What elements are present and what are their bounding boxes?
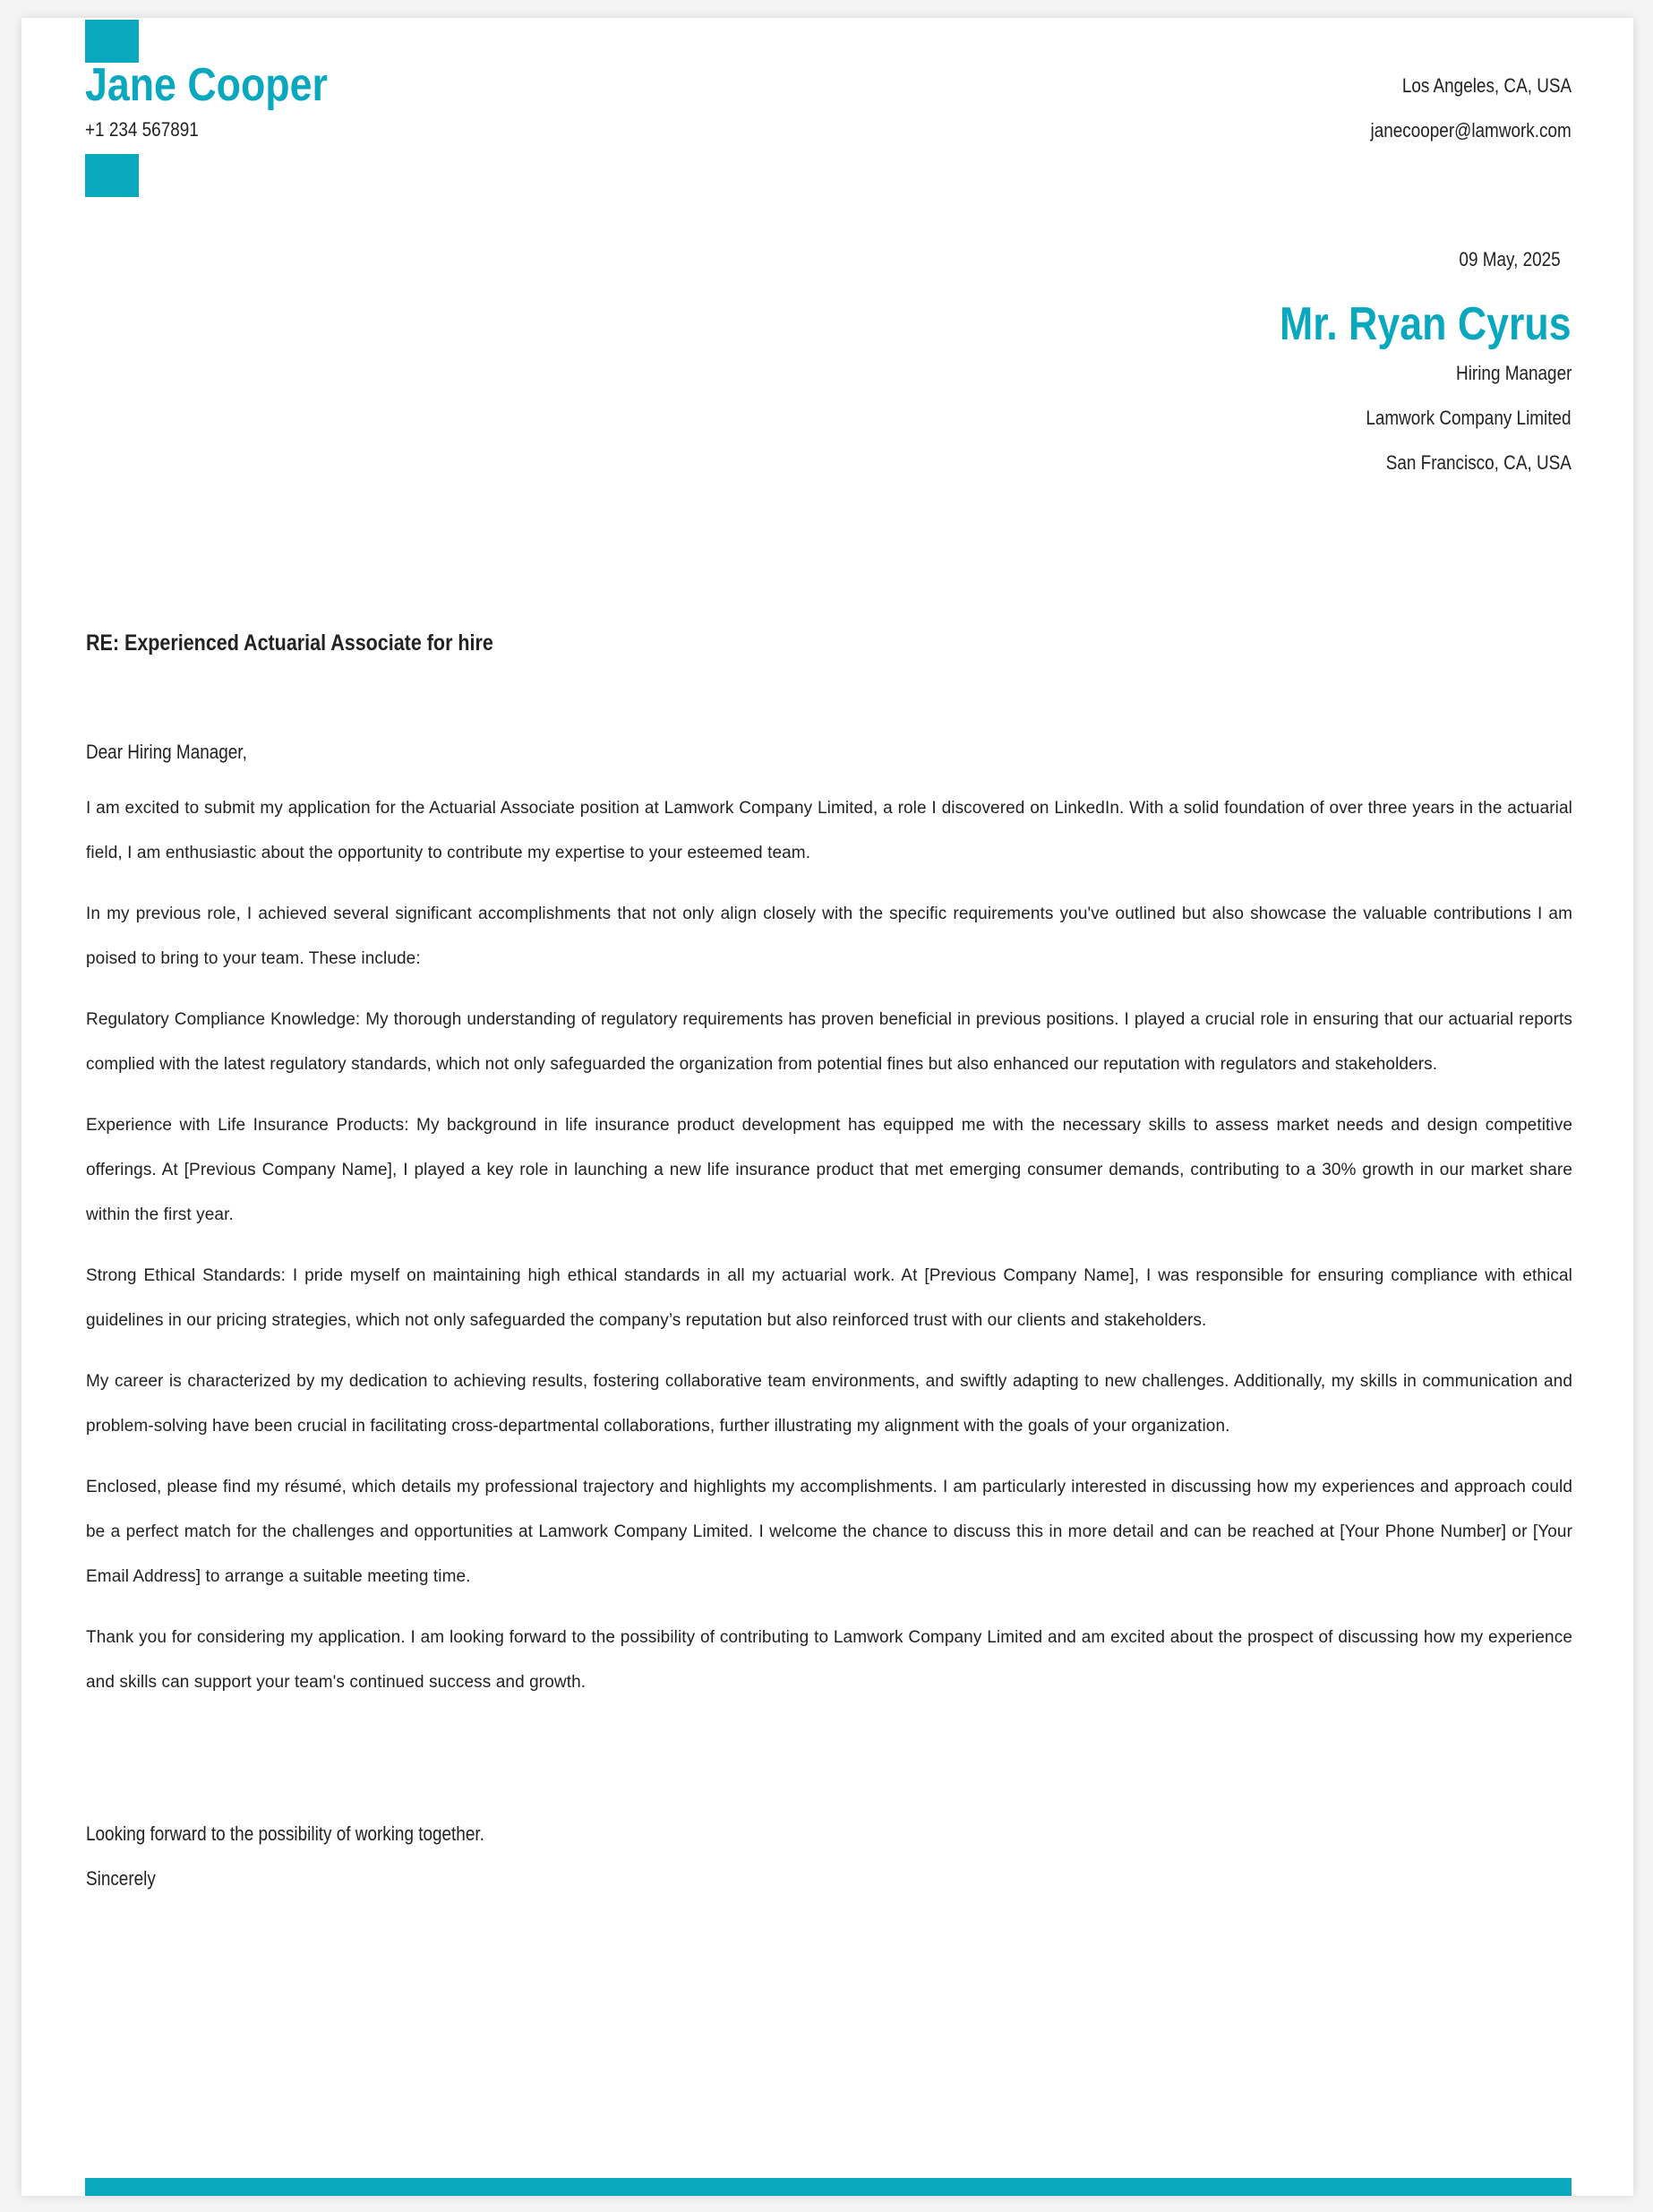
- recipient-address: San Francisco, CA, USA: [1385, 451, 1572, 474]
- body-paragraph: My career is characterized by my dedication to achieving results, fostering collaborative team environments, and swiftly adapting to new challenges. Additionally, my skills in communication and problem-solving have been crucial in facilitating cross-departmental collaborations, further illustrating my alignment with the goals of your organization.: [86, 1372, 1572, 1436]
- body-paragraph: Strong Ethical Standards: I pride myself on maintaining high ethical standards in all my actuarial work. At [Previous Company Name], I was responsible for ensuring compliance with ethical guidelines in our pricing strategies, which not only safeguarded the company’s reputation but also reinforced trust with our clients and stakeholders.: [86, 1266, 1572, 1330]
- body-paragraph: In my previous role, I achieved several significant accomplishments that not only align closely with the specific requirements you've outlined but also showcase the valuable contributions I am poised to bring to your team. These include:: [86, 905, 1572, 968]
- decorative-square-bottom: [85, 154, 139, 197]
- salutation: Dear Hiring Manager,: [86, 741, 247, 763]
- letter-date: 09 May, 2025: [1459, 248, 1561, 270]
- sender-location: Los Angeles, CA, USA: [1401, 74, 1572, 97]
- signoff: Sincerely: [86, 1867, 156, 1890]
- letter-body: [86, 730, 1572, 1721]
- body-paragraph: Enclosed, please find my résumé, which details my professional trajectory and highlights my accomplishments. I am particularly interested in discussing how my experiences and approach could be a perfect match for the challenges and opportunities at Lamwork Company Limited. I welcome the chance to discuss this in more detail and can be reached at [Your Phone Number] or [Your Email Address] to arrange a suitable meeting time.: [86, 1478, 1572, 1586]
- sender-phone: +1 234 567891: [85, 118, 199, 141]
- body-paragraph: Regulatory Compliance Knowledge: My thorough understanding of regulatory requirements has proven beneficial in previous positions. I played a crucial role in ensuring that our actuarial reports complied with the latest regulatory standards, which not only safeguarded the organization from potential fines but also enhanced our reputation with regulators and stakeholders.: [86, 1010, 1572, 1074]
- footer-accent-bar: [85, 2178, 1572, 2196]
- recipient-name: Mr. Ryan Cyrus: [1280, 298, 1572, 350]
- closing-line: Looking forward to the possibility of working together.: [86, 1822, 484, 1845]
- recipient-title: Hiring Manager: [1455, 362, 1572, 384]
- body-paragraph: Experience with Life Insurance Products: My background in life insurance product development has equipped me with the necessary skills to assess market needs and design competitive offerings. At [Previous Company Name], I played a key role in launching a new life insurance product that met emerging consumer demands, contributing to a 30% growth in our market share within the first year.: [86, 1116, 1572, 1224]
- sender-email: janecooper@lamwork.com: [1370, 119, 1572, 141]
- recipient-company: Lamwork Company Limited: [1366, 407, 1572, 429]
- body-paragraph: Thank you for considering my application. I am looking forward to the possibility of contributing to Lamwork Company Limited and am excited about the prospect of discussing how my experience and skills can support your team's continued success and growth.: [86, 1628, 1572, 1692]
- letter-page: [21, 18, 1633, 2196]
- subject-line: RE: Experienced Actuarial Associate for hire: [86, 630, 493, 656]
- body-paragraph: I am excited to submit my application for the Actuarial Associate position at Lamwork Company Limited, a role I discovered on LinkedIn. With a solid foundation of over three years in the actuarial field, I am enthusiastic about the opportunity to contribute my expertise to your esteemed team.: [86, 799, 1572, 862]
- sender-name: Jane Cooper: [85, 59, 328, 111]
- decorative-square-top: [85, 20, 139, 63]
